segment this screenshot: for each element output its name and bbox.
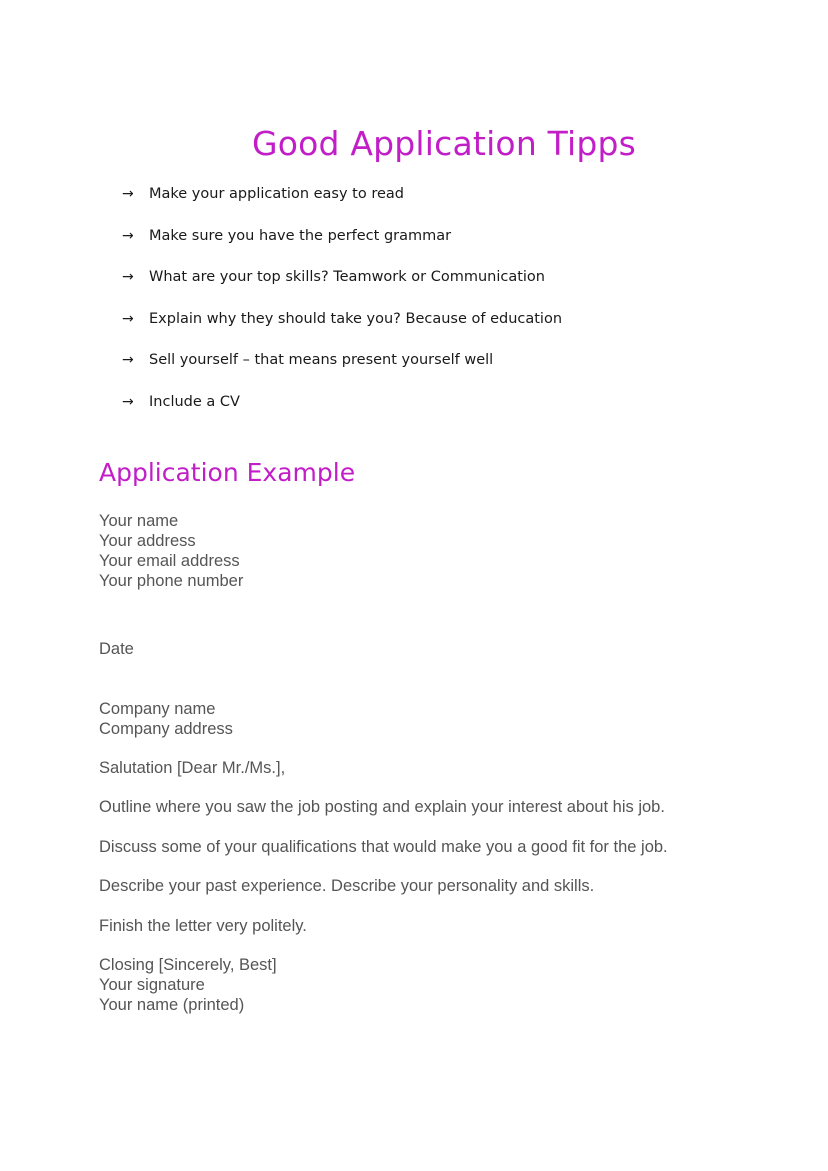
company-name: Company name <box>99 700 216 718</box>
closing-block <box>99 955 277 1015</box>
sender-phone: Your phone number <box>99 572 244 590</box>
tip-text: Make your application easy to read <box>149 186 404 202</box>
paragraph-text: Outline where you saw the job posting and explain your interest about his job. <box>99 798 665 816</box>
paragraph <box>99 797 665 817</box>
closing-line: Closing [Sincerely, Best] <box>99 956 277 974</box>
page-title: Good Application Tipps <box>251 124 637 163</box>
company-block <box>99 699 233 739</box>
paragraph-text: Finish the letter very politely. <box>99 917 307 935</box>
list-item <box>122 269 562 311</box>
paragraph <box>99 916 307 936</box>
list-item <box>122 394 562 436</box>
tip-text: Make sure you have the perfect grammar <box>149 227 452 244</box>
paragraph-text: Describe your past experience. Describe your personality and skills. <box>99 877 595 895</box>
sender-address: Your address <box>99 532 196 550</box>
arrow-icon: → <box>122 393 134 410</box>
date-line <box>99 639 134 659</box>
tip-text: Sell yourself – that means present yourself well <box>149 352 494 369</box>
date-text: Date <box>99 640 134 658</box>
salutation-text: Salutation [Dear Mr./Ms.], <box>99 759 286 777</box>
tip-text: Include a CV <box>149 393 240 410</box>
list-item <box>122 186 562 228</box>
paragraph <box>99 876 594 896</box>
sender-email: Your email address <box>99 552 240 570</box>
list-item <box>122 352 562 394</box>
paragraph-text: Discuss some of your qualifications that would make you a good fit for the job. <box>99 838 668 856</box>
list-item <box>122 311 562 353</box>
arrow-icon: → <box>122 269 134 286</box>
tip-text: Explain why they should take you? Because of education <box>149 310 563 327</box>
sender-name: Your name <box>99 512 179 530</box>
arrow-icon: → <box>122 186 134 202</box>
paragraph <box>99 837 668 857</box>
sender-block <box>99 511 243 591</box>
section-heading: Application Example <box>99 458 356 487</box>
signature-line: Your signature <box>99 976 205 994</box>
company-address: Company address <box>99 720 233 738</box>
tip-text: What are your top skills? Teamwork or Communication <box>149 269 545 286</box>
printed-name-line: Your name (printed) <box>99 996 245 1014</box>
arrow-icon: → <box>122 352 134 369</box>
list-item <box>122 228 562 270</box>
arrow-icon: → <box>122 227 134 244</box>
tips-list <box>122 186 562 436</box>
arrow-icon: → <box>122 310 134 327</box>
salutation <box>99 758 285 778</box>
